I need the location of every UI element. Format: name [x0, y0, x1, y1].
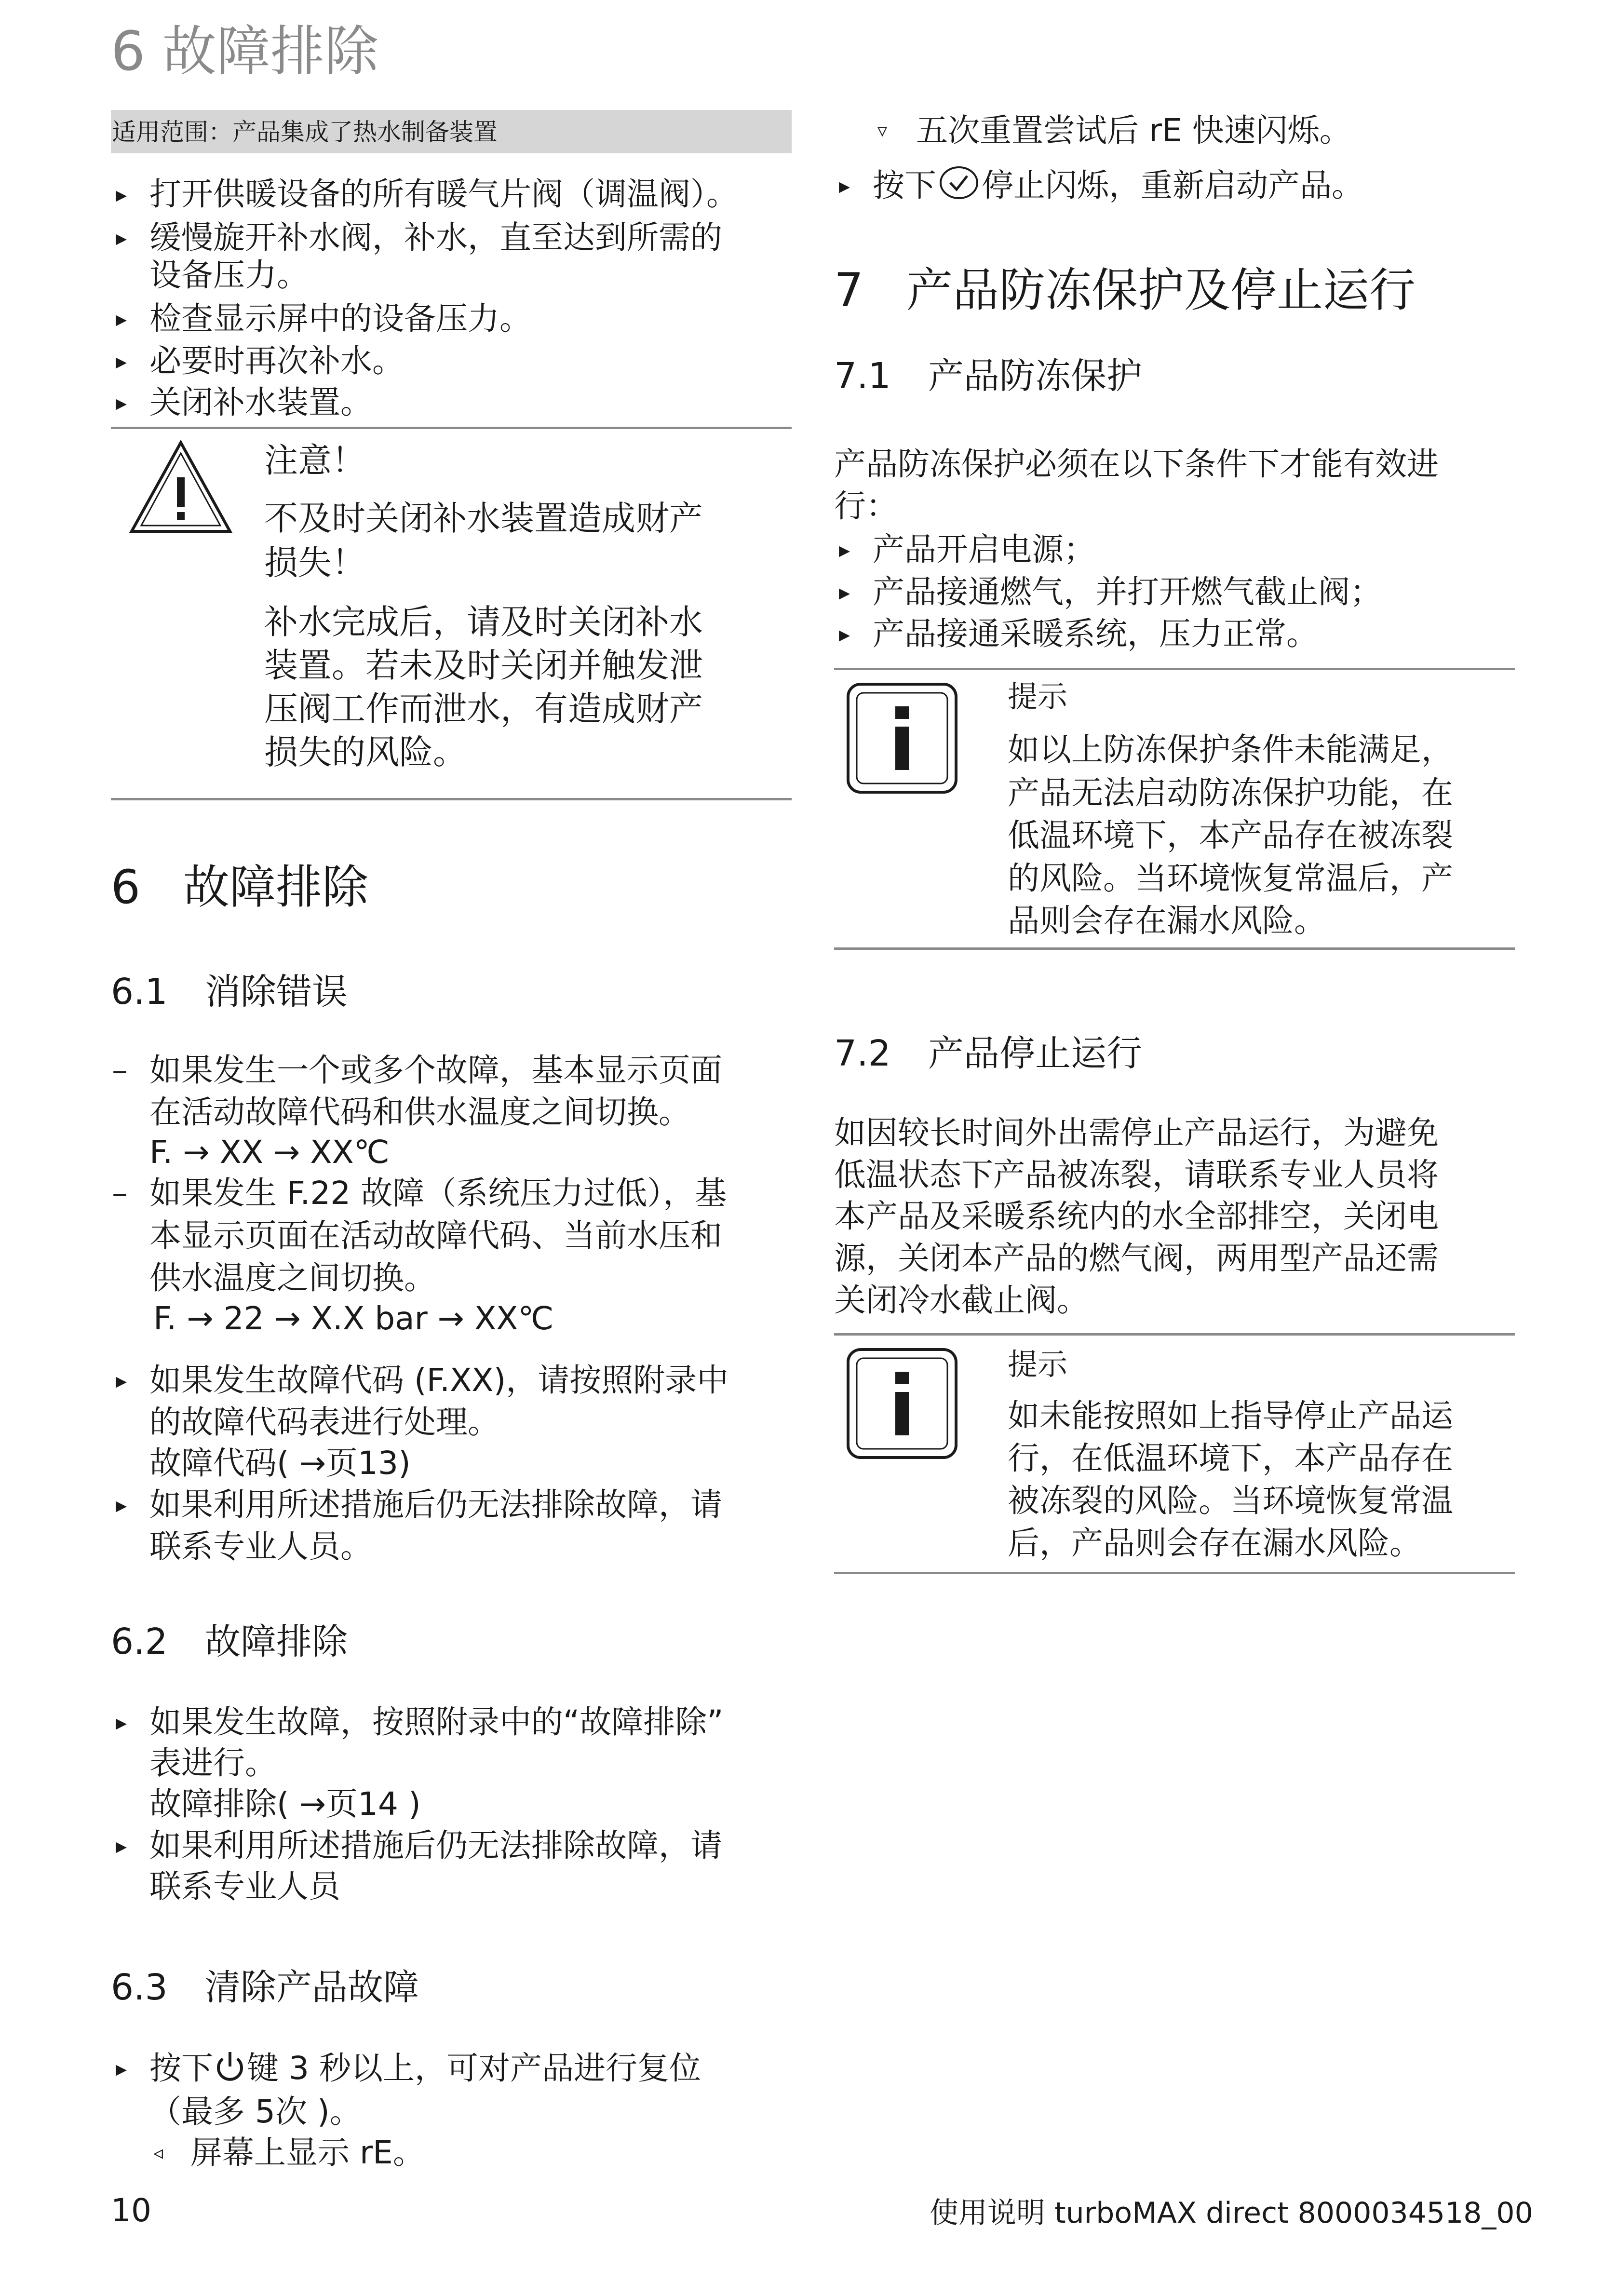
step-item: 如果发生故障代码 (F.XX)，请按照附录中 [149, 1362, 729, 1399]
condition-item: 产品接通燃气，并打开燃气截止阀； [873, 573, 1382, 610]
bullet-icon: ▸ [116, 1492, 127, 1518]
document-reference: 使用说明 turboMAX direct 8000034518_00 [930, 2196, 1533, 2230]
note-bottom-rule [834, 947, 1515, 950]
bullet-icon: ▸ [116, 306, 127, 332]
step-item [149, 2047, 701, 2093]
page-number: 10 [111, 2192, 151, 2229]
step-item-cont: （最多 5次 )。 [149, 2093, 362, 2130]
warning-body-line: 装置。若未及时关闭并触发泄 [264, 646, 703, 685]
step-item [873, 164, 1363, 211]
bullet-icon: ▸ [116, 1709, 127, 1735]
note-line: 产品无法启动防冻保护功能，在 [1008, 774, 1453, 811]
step-item-cont: 的故障代码表进行处理。 [149, 1404, 499, 1441]
step-item-cont: 联系专业人员。 [149, 1528, 372, 1565]
step-item-cont: 联系专业人员 [149, 1868, 340, 1905]
bullet-icon: ▸ [116, 2055, 127, 2081]
note-title: 提示 [1008, 679, 1068, 714]
body-line: 源，关闭本产品的燃气阀，两用型产品还需 [834, 1240, 1439, 1277]
section-heading [834, 264, 1416, 317]
warning-body-line: 补水完成后，请及时关闭补水 [264, 602, 703, 642]
step-text: 按下 [149, 2050, 213, 2087]
note-bottom-rule [834, 1572, 1515, 1574]
warning-body-line: 损失的风险。 [264, 732, 467, 772]
bullet-icon: ▸ [116, 1367, 127, 1393]
note-top-rule [834, 668, 1515, 670]
note-line: 低温环境下，本产品存在被冻裂 [1008, 817, 1453, 854]
subsection-number: 6.3 [111, 1967, 168, 2008]
step-item: 关闭补水装置。 [149, 384, 372, 421]
warning-body-line: 压阀工作而泄水，有造成财产 [264, 689, 703, 729]
body-line: 行： [834, 487, 898, 525]
note-line: 被冻裂的风险。当环境恢复常温 [1008, 1482, 1453, 1519]
bullet-icon: ▸ [839, 579, 850, 605]
bullet-icon: ▸ [116, 1833, 127, 1859]
bullet-icon: ▸ [116, 181, 127, 207]
body-line: 产品防冻保护必须在以下条件下才能有效进 [834, 446, 1439, 483]
section-title: 故障排除 [183, 860, 368, 914]
check-key-icon [938, 165, 980, 211]
cross-reference-link[interactable]: 故障排除( →页14 ) [149, 1785, 421, 1823]
note-title: 提示 [1008, 1347, 1068, 1382]
body-line: 本产品及采暖系统内的水全部排空，关闭电 [834, 1198, 1439, 1235]
step-item: 如果利用所述措施后仍无法排除故障，请 [149, 1486, 722, 1523]
note-line: 的风险。当环境恢复常温后，产 [1008, 860, 1453, 897]
subsection-heading [111, 968, 348, 1016]
result-line: 如果发生一个或多个故障，基本显示页面 [149, 1052, 722, 1089]
result-line: 屏幕上显示 rE。 [190, 2134, 425, 2171]
step-text: 键 3 秒以上，可对产品进行复位 [247, 2050, 701, 2087]
info-icon [846, 682, 958, 794]
warning-top-rule [111, 427, 792, 429]
note-top-rule [834, 1333, 1515, 1336]
warning-subtitle: 不及时关闭补水装置造成财产 [264, 499, 703, 538]
step-item: 缓慢旋开补水阀，补水，直至达到所需的 [149, 219, 722, 256]
warning-bottom-rule [111, 798, 792, 800]
subsection-number: 6.1 [111, 971, 168, 1013]
note-line: 如未能按照如上指导停止产品运 [1008, 1397, 1453, 1434]
note-line: 后，产品则会存在漏水风险。 [1008, 1525, 1421, 1562]
subsection-title: 故障排除 [205, 1621, 348, 1662]
subsection-title: 产品停止运行 [928, 1033, 1142, 1074]
result-line: 如果发生 F.22 故障（系统压力过低），基 [149, 1175, 727, 1212]
scope-text: 适用范围：产品集成了热水制备装置 [112, 118, 498, 146]
section-number: 7 [834, 263, 864, 317]
step-item: 打开供暖设备的所有暖气片阀（调温阀）。 [149, 176, 738, 213]
subsection-title: 清除产品故障 [205, 1967, 419, 2008]
step-item-cont: 表进行。 [149, 1744, 277, 1782]
step-item: 检查显示屏中的设备压力。 [149, 300, 531, 337]
bullet-icon: ▸ [839, 537, 850, 563]
step-item: 必要时再次补水。 [149, 342, 404, 379]
step-item: 如果发生故障，按照附录中的“故障排除” [149, 1703, 724, 1741]
warning-subtitle: 损失！ [264, 543, 365, 582]
result-line: 五次重置尝试后 rE 快速闪烁。 [916, 112, 1351, 149]
info-icon [846, 1348, 958, 1459]
condition-item: 产品接通采暖系统，压力正常。 [873, 615, 1318, 652]
result-line: 本显示页面在活动故障代码、当前水压和 [149, 1217, 722, 1254]
subsection-heading [111, 1963, 419, 2012]
code-line: F. → 22 → X.X bar → XX℃ [153, 1300, 554, 1337]
power-key-icon [215, 2050, 245, 2093]
cross-reference-link[interactable]: 故障代码( →页13) [149, 1445, 411, 1482]
section-title: 产品防冻保护及停止运行 [906, 263, 1416, 317]
step-text: 停止闪烁，重新启动产品。 [982, 167, 1363, 204]
step-item-cont: 设备压力。 [149, 257, 309, 294]
note-line: 行，在低温环境下，本产品存在 [1008, 1440, 1453, 1477]
bullet-icon: ▸ [116, 225, 127, 251]
section-number: 6 [111, 860, 141, 914]
subsection-number: 6.2 [111, 1621, 168, 1662]
bullet-icon: ▸ [116, 390, 127, 416]
body-line: 低温状态下产品被冻裂，请联系专业人员将 [834, 1156, 1439, 1193]
body-line: 如因较长时间外出需停止产品运行，为避免 [834, 1114, 1439, 1151]
subsection-heading [834, 352, 1142, 400]
warning-title: 注意！ [264, 441, 365, 480]
subsection-number: 7.1 [834, 355, 891, 397]
subsection-heading [111, 1618, 348, 1666]
result-arrow-icon: ▿ [877, 120, 888, 142]
result-line: 供水温度之间切换。 [149, 1259, 436, 1297]
warning-triangle-icon [128, 439, 234, 535]
subsection-number: 7.2 [834, 1033, 891, 1074]
subsection-title: 消除错误 [205, 971, 348, 1013]
step-text: 按下 [873, 167, 936, 204]
result-arrow-icon: ◃ [153, 2142, 163, 2164]
body-line: 关闭冷水截止阀。 [834, 1282, 1089, 1319]
code-line: F. → XX → XX℃ [149, 1134, 390, 1171]
condition-item: 产品开启电源； [873, 531, 1095, 568]
bullet-icon: ▸ [839, 173, 850, 199]
note-line: 品则会存在漏水风险。 [1008, 902, 1326, 939]
subsection-title: 产品防冻保护 [928, 355, 1142, 397]
bullet-icon: ▸ [116, 348, 127, 374]
running-header: 6 故障排除 [111, 20, 378, 83]
section-heading [111, 861, 368, 914]
dash-bullet: – [112, 1175, 128, 1212]
dash-bullet: – [112, 1052, 128, 1089]
subsection-heading [834, 1029, 1142, 1078]
result-line: 在活动故障代码和供水温度之间切换。 [149, 1094, 690, 1131]
bullet-icon: ▸ [839, 621, 850, 647]
step-item: 如果利用所述措施后仍无法排除故障，请 [149, 1827, 722, 1864]
note-line: 如以上防冻保护条件未能满足， [1008, 731, 1453, 768]
